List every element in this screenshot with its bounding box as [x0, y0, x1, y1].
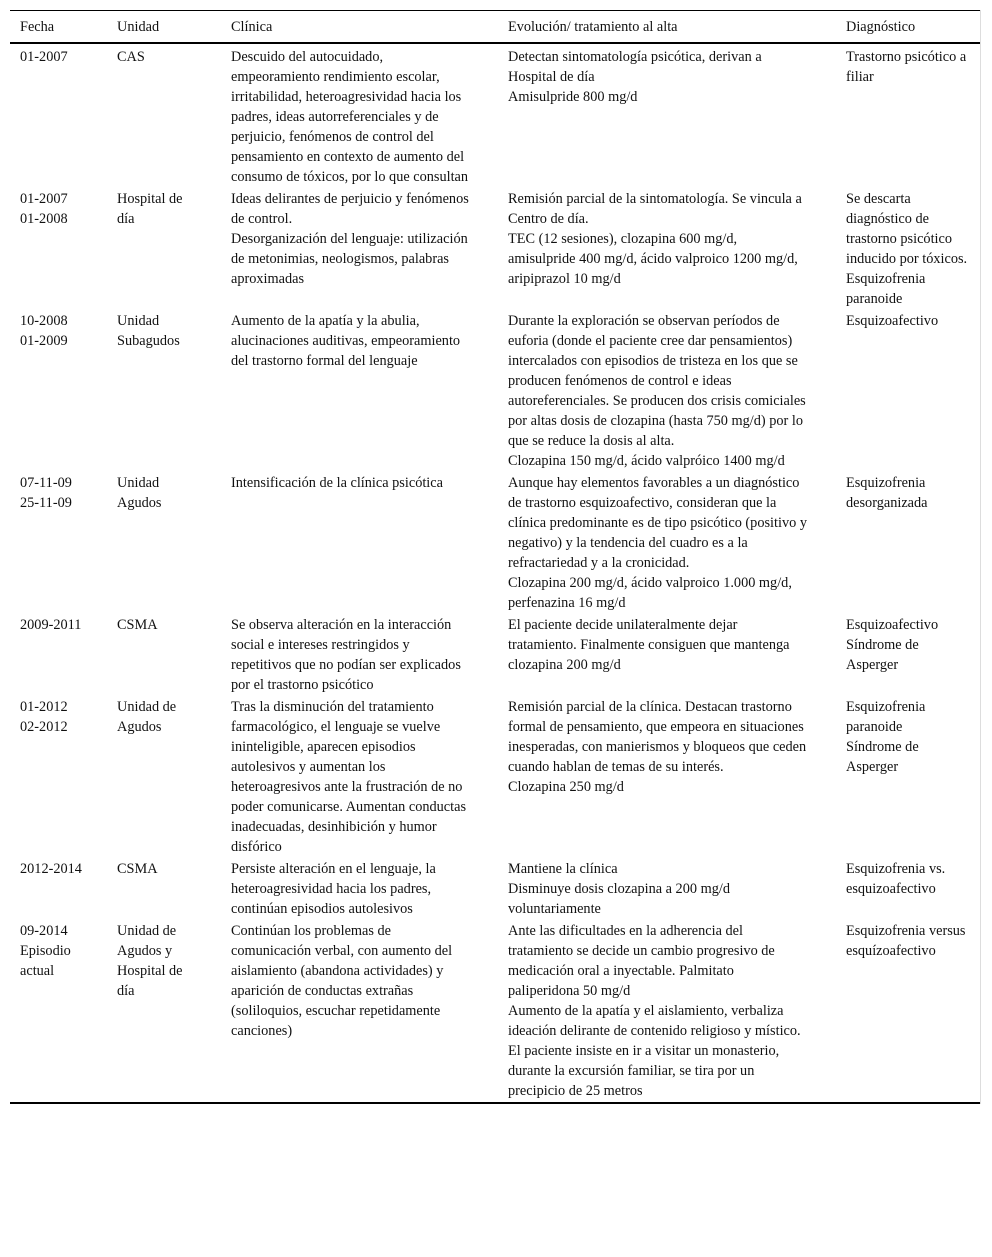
cell-unidad: Hospital de día [117, 191, 183, 227]
table-header-row [10, 11, 980, 44]
header-unidad: Unidad [117, 19, 160, 35]
cell-unidad: Unidad de Agudos [117, 699, 177, 735]
cell-diagnostico: Esquizoafectivo [846, 313, 939, 329]
cell-fecha: 01-2007 [20, 49, 68, 65]
cell-fecha: 2009-2011 [20, 617, 82, 633]
table-row [10, 43, 980, 188]
cell-evolucion: Remisión parcial de la sintomatología. Se vincula a Centro de día. TEC (12 sesiones), clozapina 600 mg/d, amisulpride 400 mg/d, ácido valproico 1200 mg/d, aripiprazol 10 mg/d [508, 191, 802, 287]
cell-evolucion: El paciente decide unilateralmente dejar tratamiento. Finalmente consiguen que mantenga clozapina 200 mg/d [508, 617, 790, 673]
cell-fecha: 07-11-09 25-11-09 [20, 475, 72, 511]
cell-unidad: CAS [117, 49, 145, 65]
table-row [10, 696, 980, 858]
header-evolucion: Evolución/ tratamiento al alta [508, 19, 678, 35]
cell-fecha: 2012-2014 [20, 861, 82, 877]
cell-clinica: Persiste alteración en el lenguaje, la heteroagresividad hacia los padres, continúan episodios autolesivos [231, 861, 436, 917]
cell-diagnostico: Esquizofrenia desorganizada [846, 475, 928, 511]
table-row [10, 188, 980, 310]
header-clinica: Clínica [231, 19, 273, 35]
cell-clinica: Ideas delirantes de perjuicio y fenómenos de control. Desorganización del lenguaje: utilización de metonimias, neologismos, palabras aproximadas [231, 191, 469, 287]
table-row [10, 858, 980, 920]
cell-clinica: Descuido del autocuidado, empeoramiento rendimiento escolar, irritabilidad, heteroagresividad hacia los padres, ideas autorreferenciales y de perjuicio, fenómenos de control del pensamiento en contexto de aumento del consumo de tóxicos, por lo que consultan [231, 49, 469, 185]
cell-diagnostico: Esquizoafectivo Síndrome de Asperger [846, 617, 939, 673]
cell-unidad: CSMA [117, 861, 158, 877]
cell-clinica: Intensificación de la clínica psicótica [231, 475, 443, 491]
cell-clinica: Se observa alteración en la interacción social e intereses restringidos y repetitivos que no podían ser explicados por el trastorno psicótico [231, 617, 461, 693]
cell-fecha: 01-2012 02-2012 [20, 699, 68, 735]
cell-diagnostico: Se descarta diagnóstico de trastorno psicótico inducido por tóxicos. Esquizofrenia paranoide [846, 191, 968, 307]
cell-evolucion: Remisión parcial de la clínica. Destacan trastorno formal de pensamiento, que empeora en situaciones inesperadas, con manierismos y bloqueos que ceden cuando hablan de temas de su interés. Clozapina 250 mg/d [508, 699, 807, 795]
cell-diagnostico: Esquizofrenia paranoide Síndrome de Asperger [846, 699, 926, 775]
cell-diagnostico: Esquizofrenia vs. esquizoafectivo [846, 861, 946, 897]
cell-fecha: 09-2014 Episodio actual [20, 923, 71, 979]
header-diagnostico: Diagnóstico [846, 19, 916, 35]
header-fecha: Fecha [20, 19, 55, 35]
table-row [10, 310, 980, 472]
cell-diagnostico: Esquizofrenia versus esquízoafectivo [846, 923, 966, 959]
cell-evolucion: Durante la exploración se observan períodos de euforia (donde el paciente cree dar pensamientos) intercalados con episodios de tristeza en los que se producen fenómenos de control e ideas autoreferenciales. Se producen dos crisis comiciales por altas dosis de clozapina (hasta 750 mg/d) por lo que se reduce la dosis al alta. Clozapina 150 mg/d, ácido valpróico 1400 mg/d [508, 313, 806, 469]
cell-unidad: Unidad Subagudos [117, 313, 180, 349]
cell-unidad: Unidad de Agudos y Hospital de día [117, 923, 183, 999]
cell-unidad: Unidad Agudos [117, 475, 162, 511]
cell-clinica: Aumento de la apatía y la abulia, alucinaciones auditivas, empeoramiento del trastorno formal del lenguaje [231, 313, 461, 369]
cell-evolucion: Detectan sintomatología psicótica, derivan a Hospital de día Amisulpride 800 mg/d [508, 49, 762, 105]
cell-unidad: CSMA [117, 617, 158, 633]
clinical-history-table-container [10, 10, 981, 1104]
table-row [10, 614, 980, 696]
cell-fecha: 10-2008 01-2009 [20, 313, 68, 349]
table-row [10, 920, 980, 1103]
table-row [10, 472, 980, 614]
cell-clinica: Continúan los problemas de comunicación verbal, con aumento del aislamiento (abandona actividades) y aparición de conductas extrañas (soliloquios, escuchar repetidamente canciones) [231, 923, 453, 1039]
cell-diagnostico: Trastorno psicótico a filiar [846, 49, 967, 85]
cell-evolucion: Aunque hay elementos favorables a un diagnóstico de trastorno esquizoafectivo, consideran que la clínica predominante es de tipo psicótico (positivo y negativo) y la tendencia del cuadro es a la refractariedad y a la cronicidad. Clozapina 200 mg/d, ácido valproico 1.000 mg/d, perfenazina 16 mg/d [508, 475, 807, 611]
clinical-history-table [10, 10, 980, 1104]
cell-clinica: Tras la disminución del tratamiento farmacológico, el lenguaje se vuelve ininteligible, aparecen episodios autolesivos y aumentan los heteroagresivos ante la frustración de no poder comunicarse. Aumentan conductas inadecuadas, desinhibición y humor disfórico [231, 699, 467, 855]
cell-fecha: 01-2007 01-2008 [20, 191, 68, 227]
cell-evolucion: Ante las dificultades en la adherencia del tratamiento se decide un cambio progresivo de medicación oral a inyectable. Palmitato paliperidona 50 mg/d Aumento de la apatía y el aislamiento, verbaliza ideación delirante de contenido religioso y místico. El paciente insiste en ir a visitar un monasterio, durante la excursión familiar, se tira por un precipicio de 25 metros [508, 923, 801, 1099]
cell-evolucion: Mantiene la clínica Disminuye dosis clozapina a 200 mg/d voluntariamente [508, 861, 730, 917]
